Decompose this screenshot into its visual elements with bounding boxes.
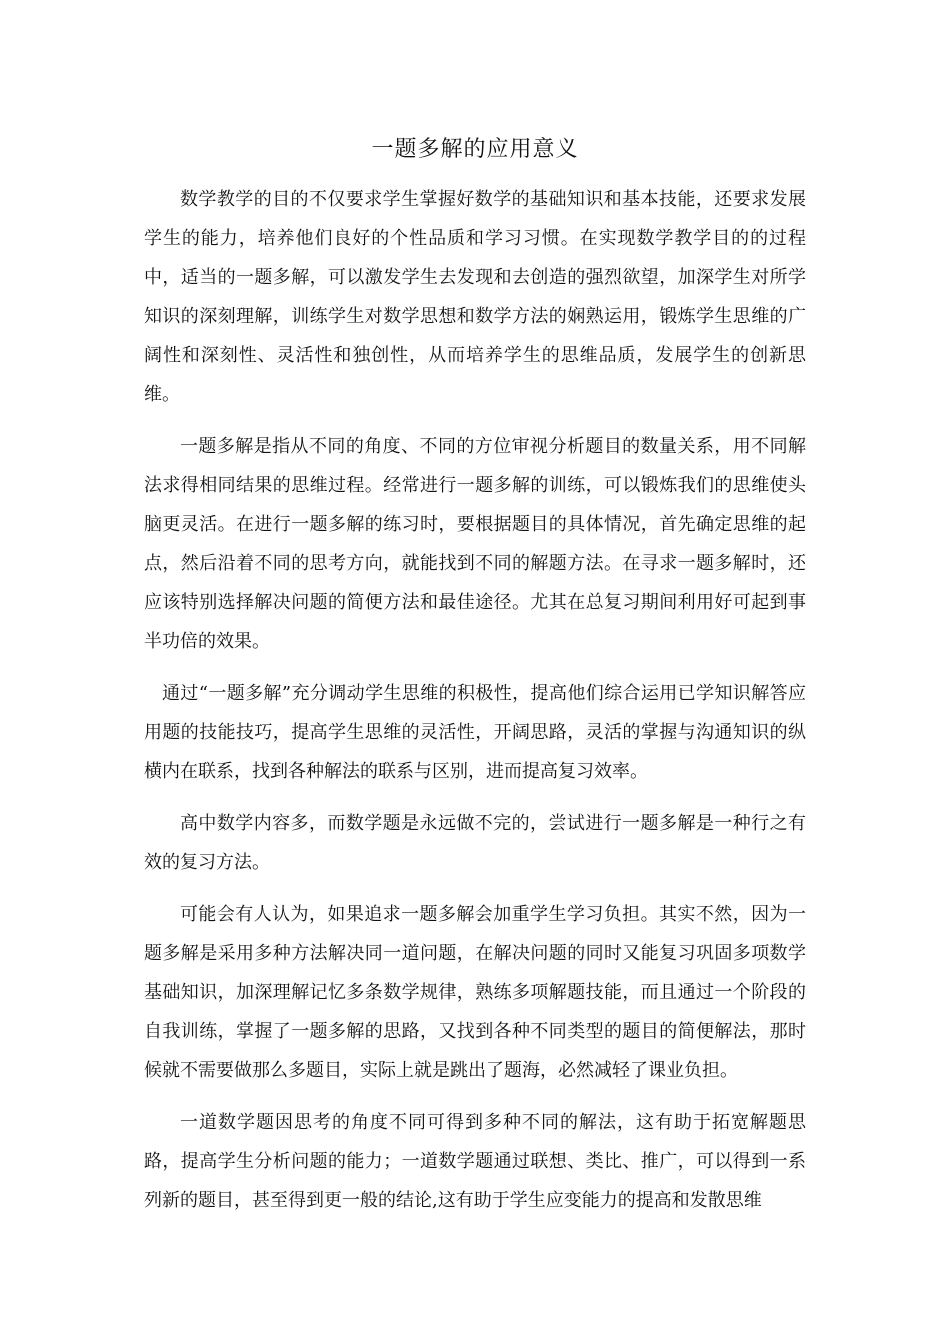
document-title: 一题多解的应用意义 — [371, 137, 579, 162]
document-body — [144, 180, 806, 1233]
paragraph-1: 数学教学的目的不仅要求学生掌握好数学的基础知识和基本技能，还要求发展学生的能力，培养他们良好的个性品质和学习习惯。在实现数学教学目的的过程中，适当的一题多解，可以激发学生去发现和去创造的强烈欲望，加深学生对所学知识的深刻理解，训练学生对数学思想和数学方法的娴熟运用，锻炼学生思维的广阔性和深刻性、灵活性和独创性，从而培养学生的思维品质，发展学生的创新思维。 — [144, 189, 806, 405]
paragraph-3: 通过“一题多解”充分调动学生思维的积极性，提高他们综合运用已学知识解答应用题的技能技巧，提高学生思维的灵活性，开阔思路，灵活的掌握与沟通知识的纵横内在联系，找到各种解法的联系与区别，进而提高复习效率。 — [144, 683, 806, 782]
paragraph-4: 高中数学内容多，而数学题是永远做不完的，尝试进行一题多解是一种行之有效的复习方法。 — [144, 813, 806, 873]
paragraph-2: 一题多解是指从不同的角度、不同的方位审视分析题目的数量关系，用不同解法求得相同结果的思维过程。经常进行一题多解的训练，可以锻炼我们的思维使头脑更灵活。在进行一题多解的练习时，要根据题目的具体情况，首先确定思维的起点，然后沿着不同的思考方向，就能找到不同的解题方法。在寻求一题多解时，还应该特别选择解决问题的简便方法和最佳途径。尤其在总复习期间利用好可起到事半功倍的效果。 — [144, 436, 806, 652]
paragraph-5: 可能会有人认为，如果追求一题多解会加重学生学习负担。其实不然，因为一题多解是采用多种方法解决同一道问题，在解决问题的同时又能复习巩固多项数学基础知识，加深理解记忆多条数学规律，熟练多项解题技能，而且通过一个阶段的自我训练，掌握了一题多解的思路，又找到各种不同类型的题目的简便解法，那时候就不需要做那么多题目，实际上就是跳出了题海，必然减轻了课业负担。 — [144, 904, 806, 1081]
paragraph-6: 一道数学题因思考的角度不同可得到多种不同的解法，这有助于拓宽解题思路，提高学生分析问题的能力；一道数学题通过联想、类比、推广，可以得到一系列新的题目，甚至得到更一般的结论,这有助于学生应变能力的提高和发散思维 — [144, 1112, 806, 1211]
